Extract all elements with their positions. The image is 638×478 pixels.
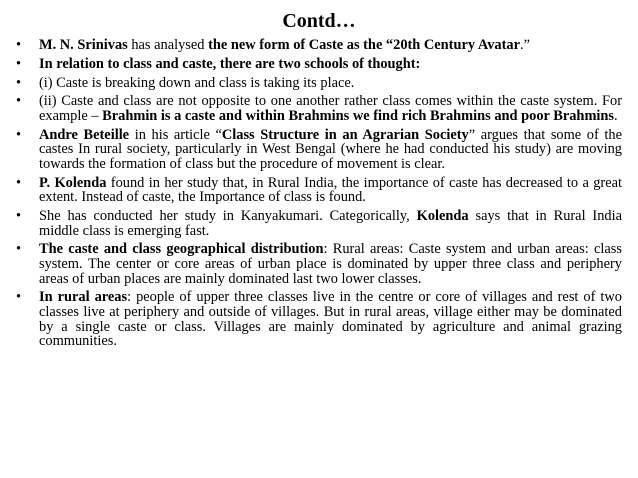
bullet-text: : Rural areas: Caste system and urban areas: class system. The center or core areas of urban place is dominated by upper three class and periphery areas of urban places are mainly dominated last two lower classes. — [39, 241, 622, 287]
bullet-marker: • — [16, 208, 22, 225]
bullet-marker: • — [16, 174, 22, 191]
bullet-item — [16, 38, 622, 53]
bullet-item — [16, 128, 622, 172]
bullet-text-bold: In rural areas — [39, 289, 128, 306]
bullet-text-bold: In relation to class and caste, there are two schools of thought: — [39, 55, 421, 72]
bullet-marker: • — [16, 55, 22, 72]
bullet-item — [16, 176, 622, 205]
bullet-text: in his article “ — [129, 126, 222, 143]
bullet-marker: • — [16, 289, 22, 306]
bullet-text-bold: The caste and class geographical distribution — [39, 241, 324, 258]
bullet-text: says that in Rural India middle class is emerging fast. — [39, 208, 622, 239]
bullet-marker: • — [16, 74, 22, 91]
bullet-marker: • — [16, 37, 22, 53]
bullet-text: . — [614, 107, 618, 124]
bullet-marker: • — [16, 126, 22, 143]
bullet-text-bold: Class Structure in an Agrarian Society — [221, 126, 469, 143]
bullet-text: has analysed — [127, 37, 209, 53]
bullet-text: ” argues that some of the castes In rural society, particularly in West Bengal (where he had conducted his study) are moving towards the formation of class but the procedure of movement is clear. — [39, 126, 622, 172]
bullet-text-bold: Andre Beteille — [39, 126, 130, 143]
bullet-marker: • — [16, 93, 22, 110]
bullet-item — [16, 242, 622, 286]
bullet-text: She has conducted her study in Kanyakumari. Categorically, — [39, 208, 417, 225]
bullet-text: (i) Caste is breaking down and class is taking its place. — [39, 74, 355, 91]
bullet-item — [16, 209, 622, 238]
bullet-text-bold: the new form of Caste as the “20th Century Avatar — [208, 37, 520, 53]
bullet-text-bold: Brahmin is a caste and within Brahmins we find rich Brahmins and poor Brahmins — [102, 107, 615, 124]
bullet-text: : people of upper three classes live in the centre or core of villages and rest of two classes live at periphery and outside of villages. But in rural areas, village either may be dominated by a single caste or class. Villages are mainly dominated by agriculture and animal grazing communities. — [39, 289, 622, 350]
bullet-list — [16, 38, 622, 353]
bullet-text-bold: P. Kolenda — [39, 174, 107, 191]
bullet-text-bold: M. N. Srinivas — [39, 37, 128, 53]
bullet-marker: • — [16, 241, 22, 258]
bullet-text: .” — [519, 37, 530, 53]
bullet-text: (ii) Caste and class are not opposite to one another rather class comes within the caste system. For example – — [39, 93, 622, 124]
bullet-item — [16, 290, 622, 348]
bullet-item — [16, 76, 622, 91]
bullet-item — [16, 94, 622, 123]
bullet-text: found in her study that, in Rural India, the importance of caste has decreased to a great extent. Instead of caste, the Importance of class is found. — [39, 174, 622, 206]
bullet-item — [16, 57, 622, 72]
bullet-text-bold: Kolenda — [416, 208, 469, 225]
slide-title: Contd… — [282, 10, 356, 32]
